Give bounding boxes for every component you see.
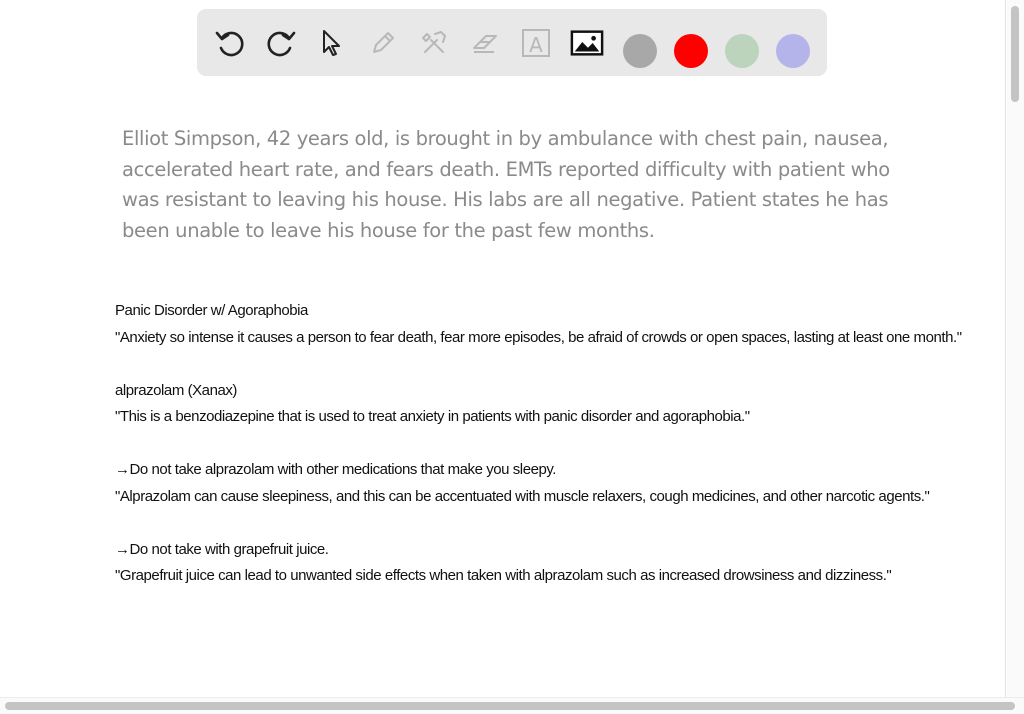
spacer	[115, 431, 975, 458]
drawing-toolbar	[197, 9, 827, 76]
select-tool-button[interactable]	[315, 26, 349, 60]
answer-body-diagnosis: "Anxiety so intense it causes a person to fear death, fear more episodes, be afraid of crowds or open spaces, lasting at least one month."	[115, 328, 962, 346]
problem-statement: Elliot Simpson, 42 years old, is brought in by ambulance with chest pain, nausea, accelerated heart rate, and fears death. EMTs reported difficulty with patient who was resistant to leaving his house. His labs are all negative. Patient states he has been unable to leave his house for the past few months.	[122, 127, 890, 242]
redo-icon	[264, 26, 298, 60]
answer-heading-diagnosis: Panic Disorder w/ Agoraphobia	[115, 302, 308, 319]
pencil-tool-button[interactable]	[366, 26, 400, 60]
text-icon	[519, 26, 553, 60]
color-swatch-gray[interactable]	[623, 34, 657, 68]
pencil-icon	[366, 26, 400, 60]
spacer	[115, 510, 975, 537]
redo-button[interactable]	[264, 26, 298, 60]
pointer-icon	[315, 26, 349, 60]
image-tool-button[interactable]	[570, 26, 604, 60]
color-swatch-green[interactable]	[725, 34, 759, 68]
text-tool-button[interactable]	[519, 26, 553, 60]
horizontal-scrollbar-thumb[interactable]	[5, 702, 1015, 710]
vertical-scrollbar-track	[1007, 0, 1024, 697]
eraser-icon	[468, 26, 502, 60]
answer-heading-teaching-1: →Do not take alprazolam with other medications that make you sleepy.	[115, 461, 557, 478]
answer-text	[115, 298, 975, 590]
spacer	[115, 351, 975, 378]
undo-button[interactable]	[213, 26, 247, 60]
undo-icon	[213, 26, 247, 60]
answer-heading-medication: alprazolam (Xanax)	[115, 381, 237, 399]
color-swatch-red[interactable]	[674, 34, 708, 68]
tools-icon	[417, 26, 451, 60]
eraser-tool-button[interactable]	[468, 26, 502, 60]
shapes-tool-button[interactable]	[417, 26, 451, 60]
color-swatch-purple[interactable]	[776, 34, 810, 68]
answer-body-medication: "This is a benzodiazepine that is used to treat anxiety in patients with panic disorder and agoraphobia."	[115, 408, 750, 425]
answer-heading-teaching-2: →Do not take with grapefruit juice.	[115, 540, 329, 558]
text-tool-glyph: A	[529, 33, 543, 57]
image-icon	[570, 26, 604, 60]
answer-body-teaching-1: "Alprazolam can cause sleepiness, and this can be accentuated with muscle relaxers, cough medicines, and other narcotic agents."	[115, 487, 930, 505]
answer-body-teaching-2: "Grapefruit juice can lead to unwanted side effects when taken with alprazolam such as increased drowsiness and dizziness."	[115, 567, 892, 584]
vertical-scrollbar-thumb[interactable]	[1011, 6, 1019, 102]
